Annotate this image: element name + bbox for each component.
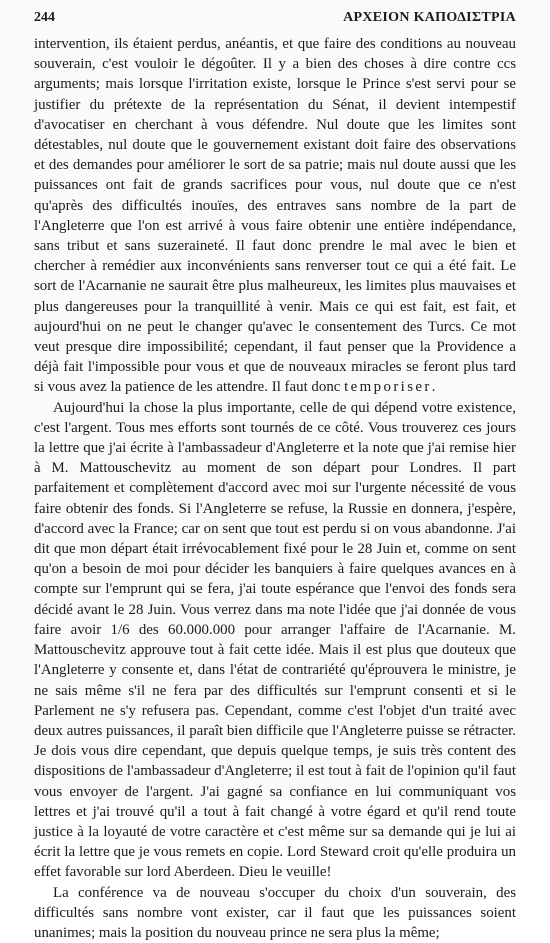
paragraph-1-text: intervention, ils étaient perdus, anéantis, et que faire des conditions au nouveau souverain, c'est vouloir le dégoûter. Il y a bien des choses à dire contre ccs arguments; mais lorsque l'irritation existe, lorsque le Prince s'est servi pour se justifier du prétexte de la représentation du Sénat, il devient intempestif d'avocatiser en cherchant à vous défendre. Nul doute que les limites sont détestables, nul doute que le gouvernement existant doit faire des observations et des demandes pour améliorer le sort de sa patrie; mais nul doute aussi que les puissances ont fait de grands sacrifices pour vous, nul doute que ce n'est qu'après des difficultés inouïes, des entraves sans nombre de la part de l'Angleterre que l'on est arrivé à vous faire obtenir une entière indépendance, sans tribut et sans suzeraineté. Il faut donc prendre le mal avec le bien et chercher à remédier aux inconvénients sans renverser tout ce qui a été fait. Le sort de l'Acarnanie ne saurait être plus malheureux, les limites plus mauvaises et plus dangereuses pour la tranquillité à venir. Mais ce qui est fait, est fait, et aujourd'hui on ne peut le changer qu'avec le consentement des Turcs. Ce mot veut presque dire impossibilité; cependant, il faut penser que la Providence a déjà fait l'impossible pour vous et que de nouveaux miracles se feront plus tard si vous avez la patience de les attendre. Il faut donc	[34, 36, 516, 396]
page-header	[34, 8, 516, 28]
page-number: 244	[34, 10, 55, 25]
paragraph-2: Aujourd'hui la chose la plus importante, celle de qui dépend votre existence, c'est l'argent. Tous mes efforts sont tournés de ce côté. Vous trouverez ces jours la lettre que j'ai écrite à l'ambassadeur d'Angleterre et la note que j'ai remise hier à M. Mattouschevitz au moment de son départ pour Londres. Il part parfaitement et complètement d'accord avec moi sur l'urgente nécessité de vous faire obtenir des fonds. Si l'Angleterre se refuse, la Russie en donnera, j'espère, d'accord avec la France; car on sent que tout est perdu si on vous abandonne. J'ai dit que mon départ était irrévocablement fixé pour le 28 Juin et, comme on sent qu'on a besoin de moi pour décider les banquiers à faire quelques avances en à compte sur l'emprunt qui se fera, j'ai toute espérance que l'envoi des fonds sera décidé avant le 28 Juin. Vous verrez dans ma note l'idée que j'ai donnée de vous faire avoir 1/6 des 60.000.000 pour arranger l'affaire de l'Acarnanie. M. Mattouschevitz approuve tout à fait cette idée. Mais il est plus que douteux que l'Angleterre y consente et, dans l'état de contrariété qu'éprouvera le ministre, je ne sais même s'il ne fera par des difficultés sur l'emprunt consenti et si le Parlement ne s'y refusera pas. Cependant, comme c'est l'objet d'un traité avec deux autres puissances, il paraît bien difficile que l'Angleterre puisse se rétracter. Je dois vous dire cependant, que depuis quelque temps, je suis très content des dispositions de l'ambassadeur d'Angleterre; il est tout à fait de l'opinion qu'il faut vous envoyer de l'argent. J'ai gagné sa confiance en lui communiquant vos lettres et j'ai trouvé qu'il a tout à fait changé à votre égard et qu'il rend toute justice à la loyauté de votre caractère et c'est même sur sa demande qui je lui ai écrit la lettre que je vous remets en copie. Lord Steward croit qu'elle produira un effet favorable sur lord Aberdeen. Dieu le veuille!	[34, 399, 516, 881]
body-text	[34, 34, 516, 943]
emphasized-word: temporiser	[344, 379, 432, 396]
running-title: ΑΡΧΕΙΟΝ ΚΑΠΟΔΙΣΤΡΙΑ	[343, 10, 516, 25]
paragraph-1-end: .	[431, 379, 436, 396]
paragraph-3: La conférence va de nouveau s'occuper du choix d'un souverain, des difficultés sans nombre vont exister, car il faut que les puissances soient unanimes; mais la position du nouveau prince ne sera plus la même;	[34, 884, 516, 941]
paragraph-1	[34, 34, 516, 398]
